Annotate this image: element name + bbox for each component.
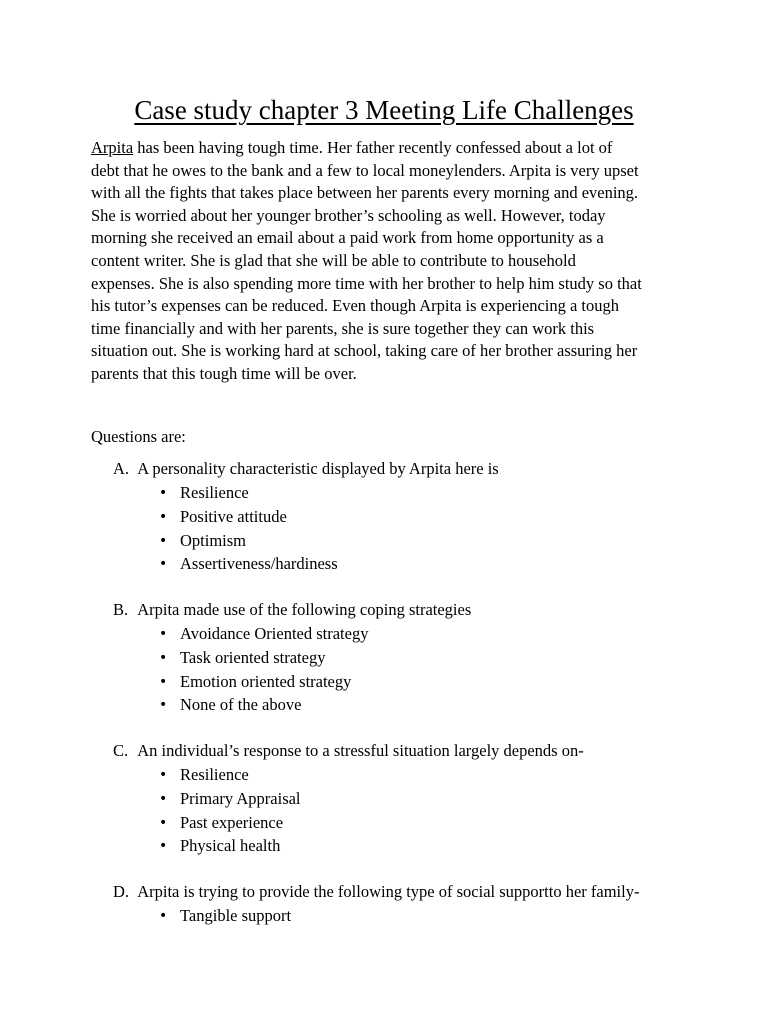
paragraph-line: She is worried about her younger brother’s schooling as well. However, today — [91, 205, 606, 225]
option-list — [113, 623, 471, 718]
option-item: • Tangible support — [159, 906, 292, 925]
option-item: • Resilience — [159, 483, 249, 502]
bullet-icon: • — [159, 814, 168, 831]
question-letter: A. — [113, 459, 130, 478]
question-d — [113, 881, 639, 929]
bullet-icon: • — [159, 532, 168, 549]
question-letter: B. — [113, 600, 129, 619]
bullet-icon: • — [159, 673, 168, 690]
option-item: • Emotion oriented strategy — [159, 671, 352, 691]
option-item: • None of the above — [159, 695, 302, 715]
option-list — [113, 905, 639, 929]
bullet-icon: • — [159, 485, 168, 501]
bullet-icon: • — [159, 556, 168, 573]
question-a — [113, 458, 499, 577]
page-title: Case study chapter 3 Meeting Life Challenges — [134, 95, 634, 125]
question-text: C. An individual’s response to a stressful situation largely depends on- — [113, 741, 584, 760]
bullet-icon: • — [159, 508, 168, 525]
question-letter: C. — [113, 741, 129, 760]
question-letter: D. — [113, 882, 130, 901]
bullet-icon: • — [159, 790, 168, 807]
option-item: • Physical health — [159, 836, 281, 856]
paragraph-line: morning she received an email about a paid work from home opportunity as a — [91, 228, 604, 248]
paragraph-line: Arpita has been having tough time. Her father recently confessed about a lot of — [91, 138, 613, 157]
option-item: • Avoidance Oriented strategy — [159, 624, 369, 643]
option-item: • Primary Appraisal — [159, 788, 301, 808]
paragraph-line: parents that this tough time will be over. — [91, 363, 357, 383]
option-item: • Past experience — [159, 812, 284, 832]
paragraph-line: debt that he owes to the bank and a few to local moneylenders. Arpita is very upset — [91, 160, 639, 180]
paragraph-line: content writer. She is glad that she will be able to contribute to household — [91, 250, 576, 270]
bullet-icon: • — [159, 649, 168, 666]
option-item: • Optimism — [159, 530, 247, 550]
bullet-icon: • — [159, 626, 168, 642]
option-item: • Resilience — [159, 765, 249, 784]
paragraph-line: expenses. She is also spending more time with her brother to help him study so that — [91, 273, 642, 293]
question-text: D. Arpita is trying to provide the following type of social supportto her family- — [113, 882, 640, 901]
option-item: • Positive attitude — [159, 506, 287, 526]
bullet-icon: • — [159, 838, 168, 855]
question-text: A. A personality characteristic displayed by Arpita here is — [113, 459, 499, 478]
option-item: • Task oriented strategy — [159, 647, 326, 667]
option-list — [113, 764, 584, 859]
paragraph-line: with all the fights that takes place between her parents every morning and evening. — [91, 183, 639, 203]
question-c — [113, 740, 584, 859]
underlined-name: Arpita — [91, 138, 134, 157]
paragraph-line: situation out. She is working hard at school, taking care of her brother assuring her — [91, 341, 638, 361]
case-study-paragraph — [91, 137, 691, 386]
option-list — [113, 482, 499, 577]
question-text: B. Arpita made use of the following coping strategies — [113, 600, 472, 619]
paragraph-line: time financially and with her parents, she is sure together they can work this — [91, 318, 595, 338]
questions-intro: Questions are: — [91, 427, 186, 446]
option-item: • Assertiveness/hardiness — [159, 554, 338, 574]
paragraph-line: his tutor’s expenses can be reduced. Even though Arpita is experiencing a tough — [91, 296, 620, 316]
bullet-icon: • — [159, 697, 168, 714]
bullet-icon: • — [159, 908, 168, 924]
question-b — [113, 599, 471, 718]
bullet-icon: • — [159, 767, 168, 783]
